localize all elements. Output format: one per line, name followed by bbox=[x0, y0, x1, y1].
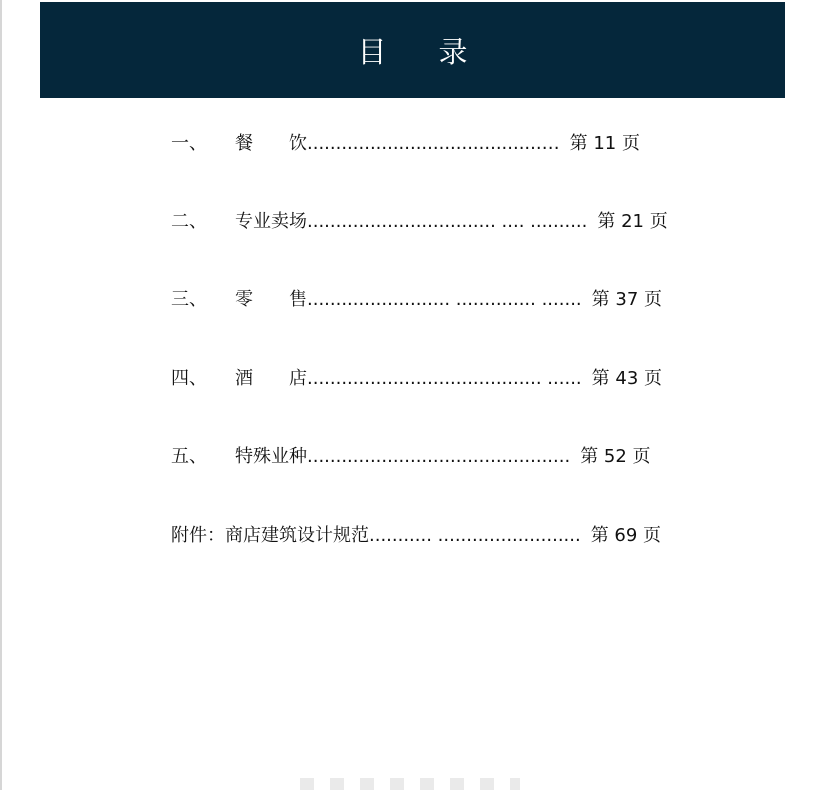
toc-item-number: 一、 bbox=[171, 133, 207, 154]
toc-item-dining[interactable] bbox=[171, 132, 640, 156]
toc-item-page: 第 21 页 bbox=[597, 211, 668, 232]
toc-item-page: 第 52 页 bbox=[580, 446, 651, 467]
page-edge bbox=[0, 0, 2, 790]
toc-item-number: 五、 bbox=[171, 446, 207, 467]
toc-item-number: 四、 bbox=[171, 368, 207, 389]
toc-item-label: 专业卖场 bbox=[235, 211, 307, 232]
toc-item-page: 第 11 页 bbox=[569, 133, 640, 154]
toc-item-page: 第 69 页 bbox=[590, 525, 662, 546]
toc-item-label: 附件：商店建筑设计规范 bbox=[171, 525, 369, 546]
toc-item-leader: ................................. .... .......... bbox=[307, 211, 588, 232]
toc-item-label: 餐 饮 bbox=[235, 133, 307, 154]
toc-item-specialty-market[interactable] bbox=[171, 210, 668, 234]
toc-item-number: 三、 bbox=[171, 289, 207, 310]
toc-item-page: 第 37 页 bbox=[591, 289, 662, 310]
toc-item-leader: ........... ......................... bbox=[369, 525, 581, 546]
toc-item-leader: ......................... .............. ....... bbox=[307, 289, 582, 310]
page-title: 目录 bbox=[357, 34, 520, 69]
toc-item-leader: .............................................. bbox=[307, 446, 571, 467]
toc-item-label: 酒 店 bbox=[235, 368, 307, 389]
header-band bbox=[40, 2, 785, 98]
toc-item-hotel[interactable] bbox=[171, 367, 662, 391]
footer-ghost-text bbox=[300, 778, 520, 790]
toc-item-page: 第 43 页 bbox=[591, 368, 662, 389]
toc-item-label: 特殊业种 bbox=[235, 446, 307, 467]
toc-item-number: 二、 bbox=[171, 211, 207, 232]
toc-item-leader: ......................................... ...... bbox=[307, 368, 582, 389]
toc-item-retail[interactable] bbox=[171, 288, 662, 312]
toc-item-label: 零 售 bbox=[235, 289, 307, 310]
toc-item-special-business[interactable] bbox=[171, 445, 651, 469]
toc-item-appendix[interactable] bbox=[171, 524, 661, 548]
toc-item-leader: .........................................… bbox=[307, 133, 560, 154]
